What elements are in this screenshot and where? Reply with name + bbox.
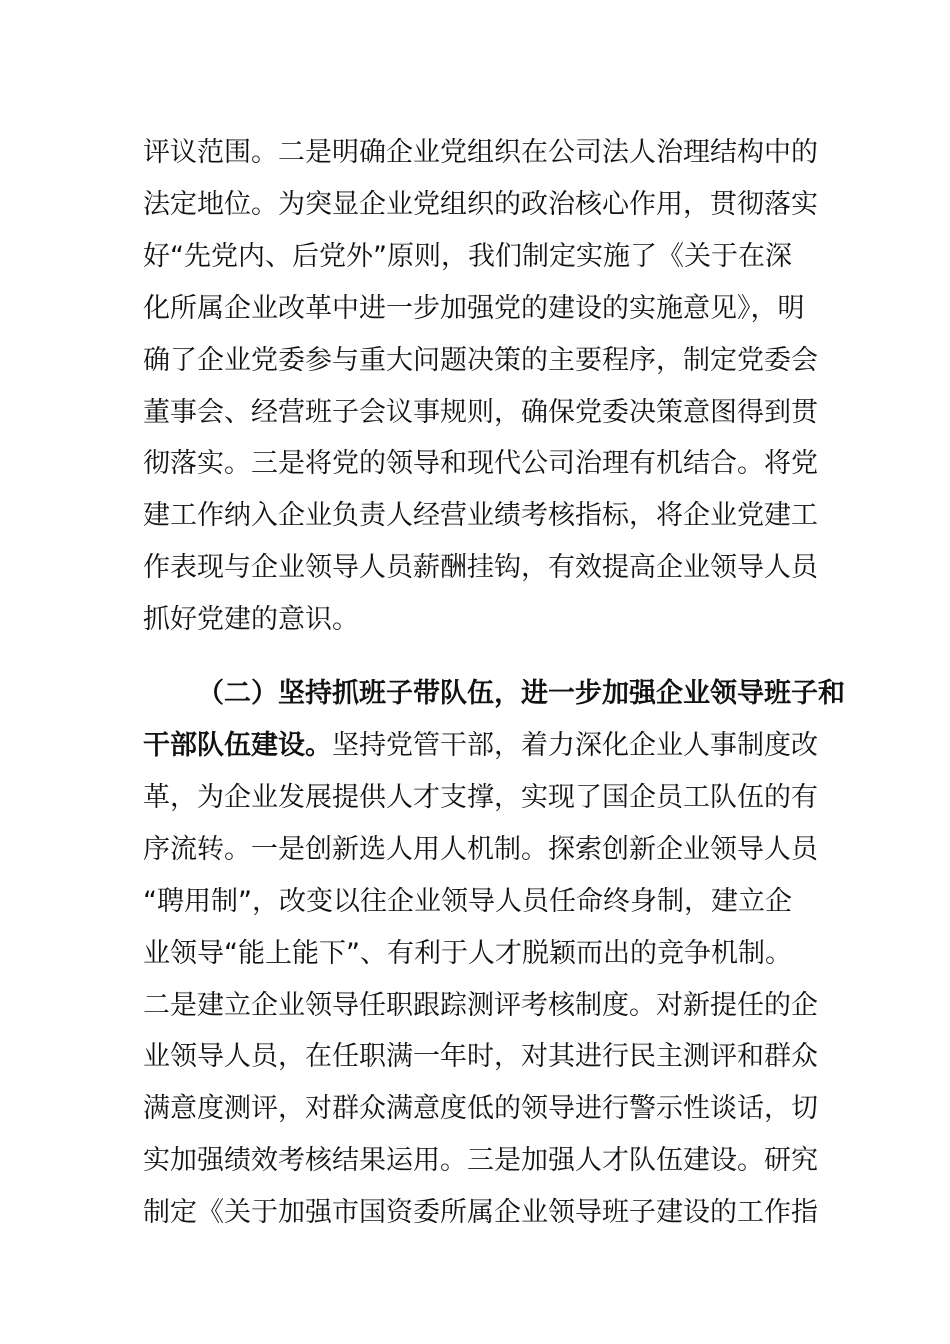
document-body [143,127,845,1239]
text-line: 实加强绩效考核结果运用。三是加强人才队伍建设。研究 [143,1145,818,1177]
text-line: 建工作纳入企业负责人经营业绩考核指标，将企业党建工 [143,500,818,532]
text-line: 业领导人员，在任职满一年时，对其进行民主测评和群众 [143,1041,818,1073]
text-line: 评议范围。二是明确企业党组织在公司法人治理结构中的 [143,137,818,168]
text-line: 好“先党内、后党外”原则，我们制定实施了《关于在深 [143,240,792,272]
section-heading: （二）坚持抓班子带队伍，进一步加强企业领导班子和 [197,678,845,710]
text-line: 制定《关于加强市国资委所属企业领导班子建设的工作指 [143,1197,818,1229]
paragraph-leadership-team [143,668,845,1239]
text-line: 董事会、经营班子会议事规则，确保党委决策意图得到贯 [143,396,818,428]
text-line: 法定地位。为突显企业党组织的政治核心作用，贯彻落实 [143,188,818,220]
text-line: 序流转。一是创新选人用人机制。探索创新企业领导人员 [143,833,818,865]
text-line: 抓好党建的意识。 [143,604,359,636]
text-line: 革，为企业发展提供人才支撑，实现了国企员工队伍的有 [143,781,818,813]
text-line: 化所属企业改革中进一步加强党的建设的实施意见》，明 [143,292,805,324]
text-line: 作表现与企业领导人员薪酬挂钩，有效提高企业领导人员 [143,552,818,584]
paragraph-party-governance [143,127,818,646]
section-heading-end: 干部队伍建设。 [143,729,332,761]
text-line: 业领导“能上能下”、有利于人才脱颖而出的竞争机制。 [143,937,792,969]
paragraph-spacer [143,646,808,668]
text-line [143,720,818,772]
text-line: 二是建立企业领导任职跟踪测评考核制度。对新提任的企 [143,989,818,1021]
text-line: “聘用制”，改变以往企业领导人员任命终身制，建立企 [143,885,792,917]
text-line-rest: 坚持党管干部，着力深化企业人事制度改 [332,729,818,761]
text-line: 彻落实。三是将党的领导和现代公司治理有机结合。将党 [143,448,818,480]
text-line: 确了企业党委参与重大问题决策的主要程序，制定党委会 [143,344,818,376]
text-line: 满意度测评，对群众满意度低的领导进行警示性谈话，切 [143,1093,818,1125]
